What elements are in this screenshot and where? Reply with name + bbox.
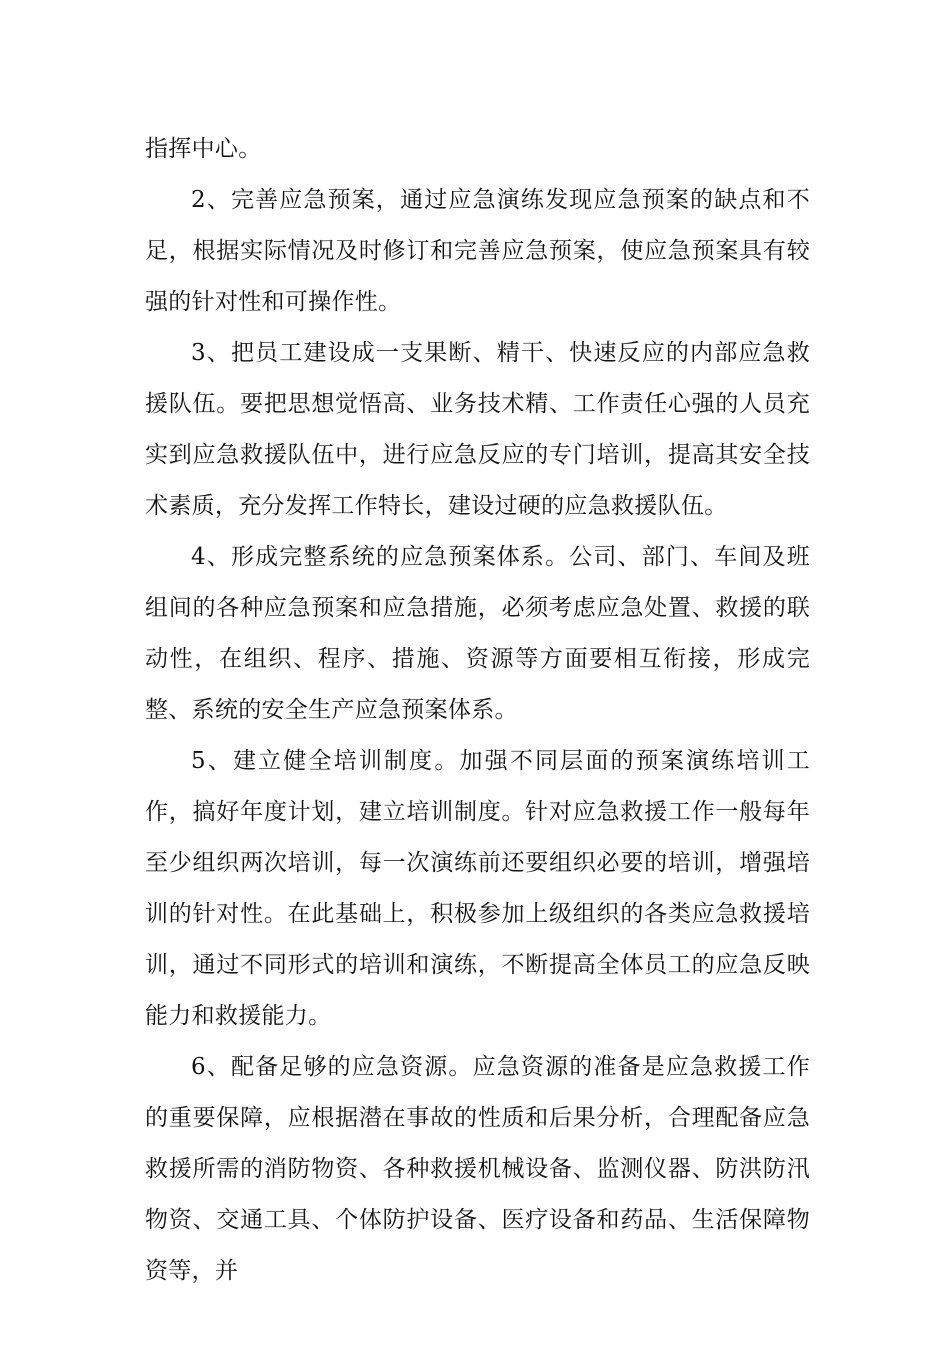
- paragraph-6: 6、配备足够的应急资源。应急资源的准备是应急救援工作的重要保障，应根据潜在事故的性质和后果分析，合理配备应急救援所需的消防物资、各种救援机械设备、监测仪器、防洪防汛物资、交通工具、个体防护设备、医疗设备和药品、生活保障物资等，并: [145, 1054, 810, 1284]
- paragraph-5: 5、建立健全培训制度。加强不同层面的预案演练培训工作，搞好年度计划，建立培训制度。针对应急救援工作一般每年至少组织两次培训，每一次演练前还要组织必要的培训，增强培训的针对性。在此基础上，积极参加上级组织的各类应急救援培训，通过不同形式的培训和演练，不断提高全体员工的应急反映能力和救援能力。: [145, 748, 810, 1029]
- document-body: [145, 124, 810, 1297]
- paragraph-2: 2、完善应急预案，通过应急演练发现应急预案的缺点和不足，根据实际情况及时修订和完善应急预案，使应急预案具有较强的针对性和可操作性。: [145, 187, 810, 315]
- paragraph-3: 3、把员工建设成一支果断、精干、快速反应的内部应急救援队伍。要把思想觉悟高、业务技术精、工作责任心强的人员充实到应急救援队伍中，进行应急反应的专门培训，提高其安全技术素质，充分发挥工作特长，建设过硬的应急救援队伍。: [145, 340, 810, 519]
- paragraph-4: 4、形成完整系统的应急预案体系。公司、部门、车间及班组间的各种应急预案和应急措施，必须考虑应急处置、救援的联动性，在组织、程序、措施、资源等方面要相互衔接，形成完整、系统的安全生产应急预案体系。: [145, 544, 810, 723]
- paragraph-continuation: 指挥中心。: [145, 136, 262, 162]
